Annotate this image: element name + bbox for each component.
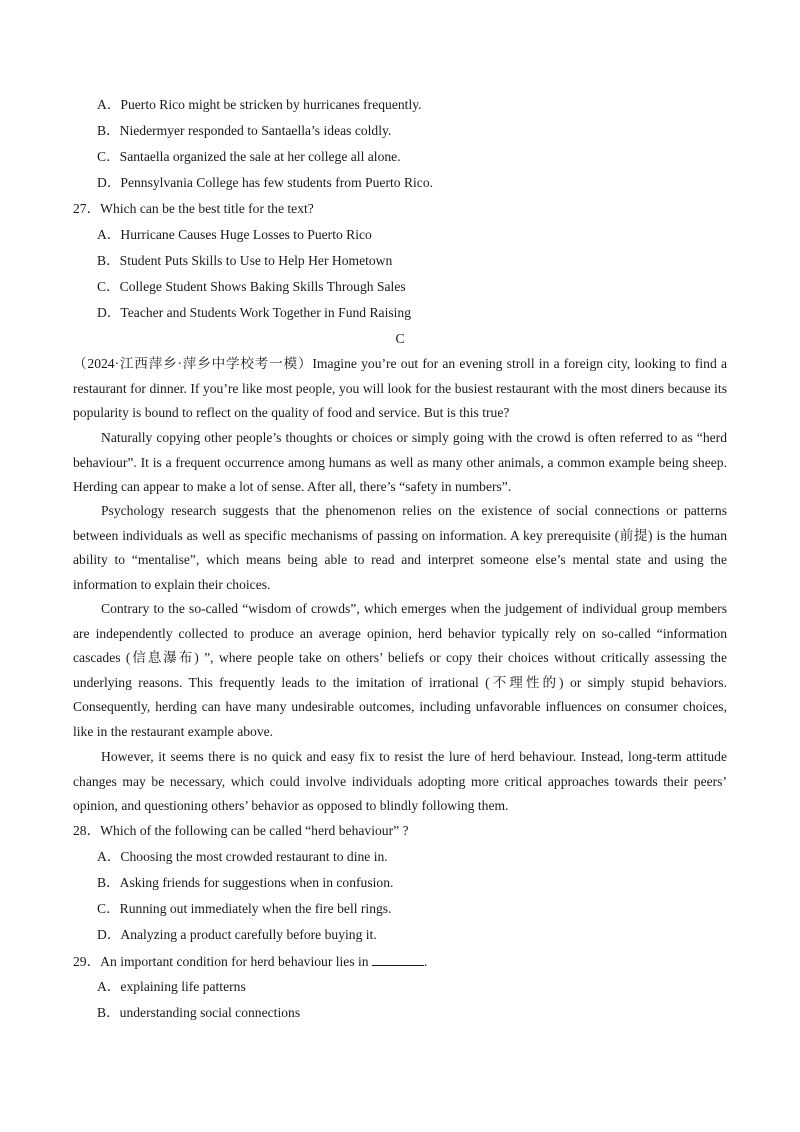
q28-option-d: D．Analyzing a product carefully before buying it.: [97, 927, 377, 942]
passage-paragraph-3: [73, 499, 727, 597]
q28-option-c: C．Running out immediately when the fire bell rings.: [97, 901, 392, 916]
passage-p4-text: Contrary to the so-called “wisdom of crowds”, which emerges when the judgement of individual group members are independently collected to produce an average opinion, herd behavior typically rely on so-called “information cascades (信息瀑布) ”, where people take on others’ beliefs or copy their choices without critically assessing the underlying reasons. This frequently leads to the imitation of irrational (不理性的) or simply stupid behaviors. Consequently, herding can have many undesirable outcomes, including unfavorable influences on consumer choices, like in the restaurant example above.: [73, 601, 727, 739]
q29-stem-end: .: [424, 954, 428, 969]
passage-p1-text: Imagine you’re out for an evening stroll in a foreign city, looking to find a restaurant for dinner. If you’re like most people, you will look for the busiest restaurant with the most diners because its popularity is bound to reflect on the quality of food and service. But is this true?: [73, 356, 727, 421]
q27-option-d: D．Teacher and Students Work Together in Fund Raising: [97, 305, 412, 320]
q26-option-a: A．Puerto Rico might be stricken by hurricanes frequently.: [97, 97, 422, 112]
passage-p5-text: However, it seems there is no quick and easy fix to resist the lure of herd behaviour. Instead, long-term attitude changes may be necessary, which could involve individuals adopting more critical approaches towards their peers’ opinion, and questioning others’ behavior as opposed to blindly following them.: [73, 749, 727, 814]
q26-option-c: C．Santaella organized the sale at her college all alone.: [97, 149, 401, 164]
q27-stem: 27．Which can be the best title for the text?: [73, 201, 314, 216]
q26-option-d: D．Pennsylvania College has few students from Puerto Rico.: [97, 175, 434, 190]
q29-option-b: B．understanding social connections: [97, 1005, 301, 1020]
q27-option-a: A．Hurricane Causes Huge Losses to Puerto Rico: [97, 227, 372, 242]
q29-stem: [73, 952, 427, 971]
passage-paragraph-4: [73, 597, 727, 745]
q29-stem-text: 29．An important condition for herd behaviour lies in: [73, 954, 369, 969]
passage-paragraph-1: [73, 352, 727, 426]
section-label: C: [395, 331, 405, 346]
q28-option-a: A．Choosing the most crowded restaurant to dine in.: [97, 849, 388, 864]
q28-stem: 28．Which of the following can be called “herd behaviour” ?: [73, 823, 409, 838]
q29-option-a: A．explaining life patterns: [97, 979, 246, 994]
q27-option-b: B．Student Puts Skills to Use to Help Her Hometown: [97, 253, 393, 268]
passage-paragraph-2: [73, 426, 727, 500]
q28-option-b: B．Asking friends for suggestions when in confusion.: [97, 875, 394, 890]
q27-option-c: C．College Student Shows Baking Skills Through Sales: [97, 279, 406, 294]
passage-p2-text: Naturally copying other people’s thoughts or choices or simply going with the crowd is often referred to as “herd behaviour”. It is a frequent occurrence among humans as well as many other animals, a common example being sheep. Herding can appear to make a lot of sense. After all, there’s “safety in numbers”.: [73, 430, 727, 495]
answer-blank: [372, 952, 424, 966]
q26-option-b: B．Niedermyer responded to Santaella’s ideas coldly.: [97, 123, 392, 138]
passage-source: （2024·江西萍乡·萍乡中学校考一模）: [73, 356, 313, 371]
passage-paragraph-5: [73, 745, 727, 819]
passage-p3-text: Psychology research suggests that the phenomenon relies on the existence of social connections or patterns between individuals as well as specific mechanisms of passing on information. A key prerequisite (前提) is the human ability to “mentalise”, which means being able to read and interpret someone else’s mental state and using the information to explain their choices.: [73, 503, 727, 592]
